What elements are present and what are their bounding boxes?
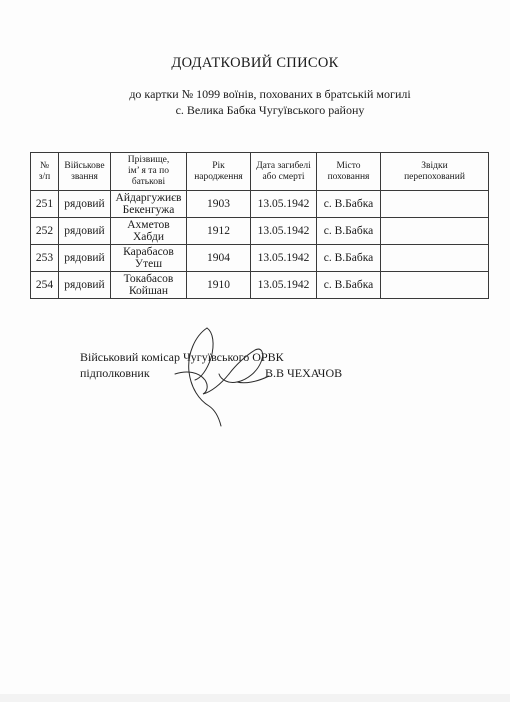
document-title: ДОДАТКОВИЙ СПИСОК [171, 55, 339, 71]
cell-reburied-from [381, 272, 489, 299]
cell-full-name: Айдаргужиєв Бекенгужа [111, 191, 187, 218]
cell-number: 251 [31, 191, 59, 218]
signatory-name: В.В ЧЕХАЧОВ [265, 366, 343, 380]
header-number: № з/п [31, 153, 59, 191]
cell-number: 253 [31, 245, 59, 272]
table-row [31, 272, 489, 299]
cell-death-date: 13.05.1942 [251, 191, 317, 218]
header-reburied-from: Звідки перепохований [381, 153, 489, 191]
cell-reburied-from [381, 191, 489, 218]
cell-burial-place: с. В.Бабка [317, 191, 381, 218]
subtitle-line-1: до картки № 1099 воїнів, похованих в братській могилі [129, 87, 411, 101]
cell-rank: рядовий [59, 191, 111, 218]
cell-birth-year: 1910 [187, 272, 251, 299]
cell-rank: рядовий [59, 218, 111, 245]
cell-reburied-from [381, 218, 489, 245]
table-row [31, 245, 489, 272]
header-rank: Військове звання [59, 153, 111, 191]
subtitle-line-2: с. Велика Бабка Чугуївського району [175, 103, 365, 117]
cell-rank: рядовий [59, 272, 111, 299]
cell-full-name: Ахметов Хабди [111, 218, 187, 245]
cell-burial-place: с. В.Бабка [317, 245, 381, 272]
cell-burial-place: с. В.Бабка [317, 272, 381, 299]
signatory-position: Військовий комісар Чугуївського ОРВК [80, 350, 284, 364]
cell-death-date: 13.05.1942 [251, 245, 317, 272]
cell-birth-year: 1903 [187, 191, 251, 218]
handwritten-signature [165, 322, 275, 427]
document-subtitle [60, 86, 480, 118]
header-full-name: Прізвище, ім’ я та по батькові [111, 153, 187, 191]
cell-full-name: Токабасов Койшан [111, 272, 187, 299]
burial-list-table [30, 152, 489, 299]
table-header-row [31, 153, 489, 191]
cell-number: 254 [31, 272, 59, 299]
cell-full-name: Карабасов Утеш [111, 245, 187, 272]
header-burial-place: Місто поховання [317, 153, 381, 191]
page-bottom-edge [0, 694, 510, 702]
cell-death-date: 13.05.1942 [251, 218, 317, 245]
cell-rank: рядовий [59, 245, 111, 272]
table-row [31, 191, 489, 218]
signatory-rank: підполковник [80, 366, 150, 380]
cell-reburied-from [381, 245, 489, 272]
header-death-date: Дата загибелі або смерті [251, 153, 317, 191]
cell-burial-place: с. В.Бабка [317, 218, 381, 245]
cell-birth-year: 1912 [187, 218, 251, 245]
cell-number: 252 [31, 218, 59, 245]
header-birth-year: Рік народження [187, 153, 251, 191]
table-row [31, 218, 489, 245]
cell-birth-year: 1904 [187, 245, 251, 272]
cell-death-date: 13.05.1942 [251, 272, 317, 299]
